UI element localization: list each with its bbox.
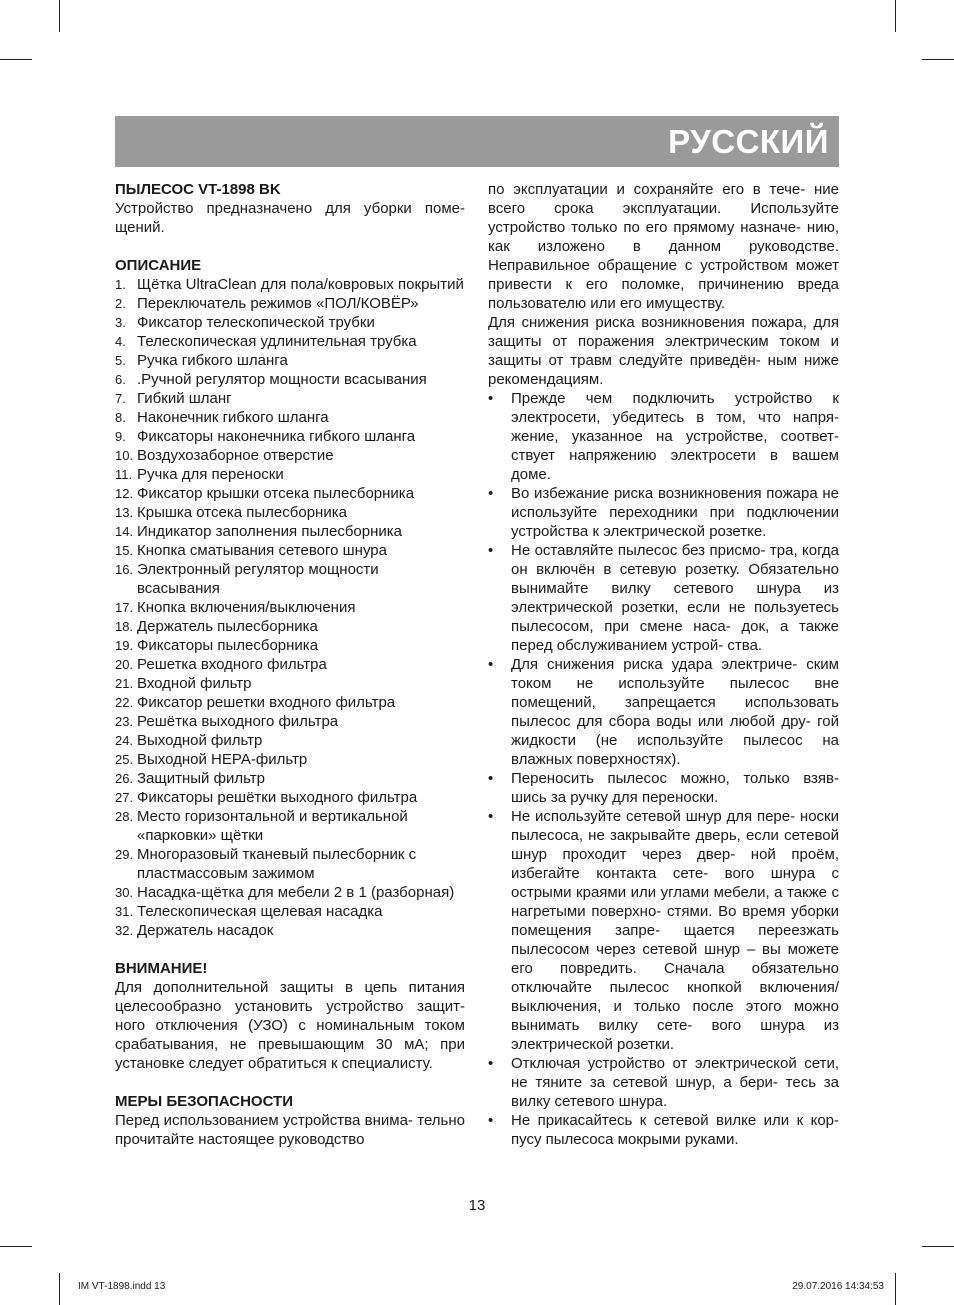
list-item [115, 294, 465, 313]
list-item-text: Защитный фильтр [137, 770, 265, 787]
list-item-number: 28. [115, 809, 134, 824]
bullet-text: Переносить пылесос можно, только взяв- шись за ручку для переноски. [511, 770, 839, 806]
bullet-text: Не используйте сетевой шнур для пере- носки пылесоса, не закрывайте дверь, если сетевой шнур проходит через двер- ной проём, избегайте контакта сете- вого шнура с острыми краями или углами мебели, а также с нагретыми поверхно- стями. Во время уборки помещения запре- щается переезжать пылесосом через сетевой шнур – вы можете его повредить. Сначала обязательно отключайте пылесос кнопкой включения/выключения, и только после этого можно вынимать вилку сете- вого шнура из электрической розетки. [511, 808, 839, 1053]
list-item [115, 902, 465, 921]
bullet-icon: • [488, 770, 494, 787]
list-item-text: Фиксаторы пылесборника [137, 637, 319, 654]
list-item-text: Кнопка сматывания сетевого шнура [137, 542, 387, 559]
list-item-text: Решётка выходного фильтра [137, 713, 339, 730]
list-item [115, 389, 465, 408]
list-item-number: 31. [115, 904, 134, 919]
footer-timestamp: 29.07.2016 14:34:53 [792, 1281, 884, 1292]
list-item-number: 1. [115, 277, 126, 292]
bullet-icon: • [488, 390, 494, 407]
list-item-number: 5. [115, 353, 126, 368]
bullet-text: Отключая устройство от электрической сети, не тяните за сетевой шнур, а бери- тесь за вилку сетевого шнура. [511, 1055, 839, 1110]
list-item-number: 10. [115, 448, 134, 463]
list-item-text: Наконечник гибкого шланга [137, 409, 329, 426]
list-item [115, 522, 465, 541]
list-item [115, 617, 465, 636]
list-item [115, 788, 465, 807]
list-item-text: Электронный регулятор мощности всасывания [137, 561, 379, 597]
list-item [115, 845, 465, 883]
bullet-icon: • [488, 808, 494, 825]
list-item-text: Индикатор заполнения пылесборника [137, 523, 403, 540]
bullet-item [488, 484, 839, 541]
list-item-number: 9. [115, 429, 126, 444]
bullet-item [488, 769, 839, 807]
product-title: ПЫЛЕСОС VT-1898 BK [115, 181, 281, 198]
list-item-number: 12. [115, 486, 134, 501]
risk-intro-text: Для снижения риска возникновения пожара, для защиты от поражения электрическим током и защиты от травм следуйте приведён- ным ниже рекомендациям. [488, 314, 839, 388]
list-item-text: Телескопическая щелевая насадка [137, 903, 383, 920]
footer-file: IM VT-1898.indd 13 [78, 1281, 166, 1292]
list-item-text: Место горизонтальной и вертикальной «парковки» щётки [137, 808, 408, 844]
list-item-number: 6. [115, 372, 126, 387]
list-item-number: 32. [115, 923, 134, 938]
bullet-item [488, 541, 839, 655]
bullet-text: Не оставляйте пылесос без присмо- тра, когда он включён в сетевую розетку. Обязательно вынимайте вилку сетевого шнура из электрической розетки, если не пользуетесь пылесосом, при смене наса- док, а также перед обслуживанием устрой- ства. [511, 542, 839, 654]
list-item [115, 674, 465, 693]
list-item-number: 13. [115, 505, 134, 520]
list-item [115, 370, 465, 389]
list-item [115, 750, 465, 769]
list-item-text: Насадка-щётка для мебели 2 в 1 (разборная) [137, 884, 455, 901]
list-item-number: 8. [115, 410, 126, 425]
crop-mark [895, 1273, 896, 1305]
bullet-icon: • [488, 485, 494, 502]
list-item-number: 24. [115, 733, 134, 748]
list-item [115, 807, 465, 845]
list-item [115, 408, 465, 427]
list-item [115, 484, 465, 503]
crop-mark [59, 0, 60, 32]
list-item-number: 30. [115, 885, 134, 900]
crop-mark [0, 59, 32, 60]
crop-mark [922, 1246, 954, 1247]
attention-text: Для дополнительной защиты в цепь питания целесообразно установить устройство защит- ного отключения (УЗО) с номинальным током срабатывания, не превышающим 30 мА; при установке следует обратиться к специалисту. [115, 979, 465, 1072]
list-item [115, 598, 465, 617]
safety-text: Перед использованием устройства внима- тельно прочитайте настоящее руководство [115, 1112, 465, 1148]
list-item [115, 332, 465, 351]
list-item-number: 2. [115, 296, 126, 311]
bullet-item [488, 1111, 839, 1149]
crop-mark [0, 1246, 32, 1247]
description-heading: ОПИСАНИЕ [115, 257, 202, 274]
bullet-text: Прежде чем подключить устройство к электросети, убедитесь в том, что напря- жение, указанное на устройстве, соответ- ствует напряжению электросети в вашем доме. [511, 390, 839, 483]
crop-mark [59, 1273, 60, 1305]
crop-mark [895, 0, 896, 32]
list-item-number: 21. [115, 676, 134, 691]
continuation-text: по эксплуатации и сохраняйте его в тече- ние всего срока эксплуатации. Используйте устройство только по его прямому назначе- нию, как изложено в данном руководстве. Неправильное обращение с устройством может привести к его поломке, причинению вреда пользователю или его имуществу. [488, 181, 839, 312]
list-item-number: 26. [115, 771, 134, 786]
bullet-item [488, 655, 839, 769]
list-item-text: Переключатель режимов «ПОЛ/КОВЁР» [137, 295, 419, 312]
list-item-text: Щётка UltraClean для пола/ковровых покрытий [137, 276, 464, 293]
bullet-item [488, 389, 839, 484]
bullet-text: Во избежание риска возникновения пожара не используйте переходники при подключении устройства к электрической розетке. [511, 485, 839, 540]
bullet-item [488, 807, 839, 1054]
list-item [115, 275, 465, 294]
list-item-number: 15. [115, 543, 134, 558]
bullet-item [488, 1054, 839, 1111]
language-banner [115, 116, 839, 167]
list-item [115, 313, 465, 332]
list-item-text: .Ручной регулятор мощности всасывания [137, 371, 427, 388]
intro-text: Устройство предназначено для уборки поме- щений. [115, 200, 465, 236]
list-item [115, 560, 465, 598]
bullet-icon: • [488, 656, 494, 673]
list-item-text: Решетка входного фильтра [137, 656, 327, 673]
safety-heading: МЕРЫ БЕЗОПАСНОСТИ [115, 1093, 293, 1110]
list-item [115, 769, 465, 788]
list-item-text: Телескопическая удлинительная трубка [137, 333, 417, 350]
bullet-icon: • [488, 542, 494, 559]
list-item [115, 921, 465, 940]
list-item-number: 20. [115, 657, 134, 672]
page-number: 13 [468, 1197, 486, 1214]
list-item-text: Держатель пылесборника [137, 618, 318, 635]
list-item-text: Фиксаторы наконечника гибкого шланга [137, 428, 416, 445]
list-item-text: Фиксаторы решётки выходного фильтра [137, 789, 418, 806]
list-item-number: 22. [115, 695, 134, 710]
list-item [115, 883, 465, 902]
list-item-text: Воздухозаборное отверстие [137, 447, 334, 464]
list-item-text: Крышка отсека пылесборника [137, 504, 347, 521]
list-item [115, 541, 465, 560]
list-item [115, 712, 465, 731]
list-item-text: Фиксатор крышки отсека пылесборника [137, 485, 415, 502]
banner-title: РУССКИЙ [668, 123, 829, 160]
list-item-number: 19. [115, 638, 134, 653]
list-item-number: 16. [115, 562, 134, 577]
list-item-text: Многоразовый тканевый пылесборник с пластмассовым зажимом [137, 846, 417, 882]
list-item [115, 446, 465, 465]
list-item [115, 655, 465, 674]
safety-bullets [488, 389, 839, 1149]
list-item-text: Выходной фильтр [137, 732, 263, 749]
list-item [115, 465, 465, 484]
list-item [115, 731, 465, 750]
bullet-icon: • [488, 1055, 494, 1072]
parts-list [115, 275, 465, 940]
list-item-number: 11. [115, 467, 133, 482]
bullet-icon: • [488, 1112, 494, 1129]
list-item-number: 4. [115, 334, 126, 349]
list-item [115, 351, 465, 370]
list-item [115, 693, 465, 712]
list-item [115, 636, 465, 655]
list-item-number: 25. [115, 752, 134, 767]
bullet-text: Для снижения риска удара электриче- ским током не используйте пылесос вне помещений, запрещается использовать пылесос для сбора воды или любой дру- гой жидкости (не используйте пылесос на влажных поверхностях). [511, 656, 839, 768]
list-item [115, 427, 465, 446]
list-item-number: 23. [115, 714, 134, 729]
list-item-text: Фиксатор решетки входного фильтра [137, 694, 396, 711]
left-column [115, 180, 465, 1149]
list-item-number: 17. [115, 600, 134, 615]
list-item-text: Ручка для переноски [137, 466, 284, 483]
list-item-text: Гибкий шланг [137, 390, 232, 407]
list-item-number: 14. [115, 524, 134, 539]
list-item-text: Кнопка включения/выключения [137, 599, 356, 616]
list-item-number: 18. [115, 619, 134, 634]
attention-heading: ВНИМАНИЕ! [115, 960, 208, 977]
list-item-text: Ручка гибкого шланга [137, 352, 288, 369]
list-item-text: Выходной НЕРА-фильтр [137, 751, 308, 768]
list-item-number: 27. [115, 790, 134, 805]
list-item-text: Держатель насадок [137, 922, 274, 939]
list-item-number: 7. [115, 391, 126, 406]
list-item-text: Входной фильтр [137, 675, 252, 692]
crop-mark [922, 59, 954, 60]
list-item-number: 3. [115, 315, 126, 330]
list-item-text: Фиксатор телескопической трубки [137, 314, 375, 331]
list-item [115, 503, 465, 522]
list-item-number: 29. [115, 847, 134, 862]
bullet-text: Не прикасайтесь к сетевой вилке или к кор- пусу пылесоса мокрыми руками. [511, 1112, 839, 1148]
right-column [488, 180, 839, 1149]
